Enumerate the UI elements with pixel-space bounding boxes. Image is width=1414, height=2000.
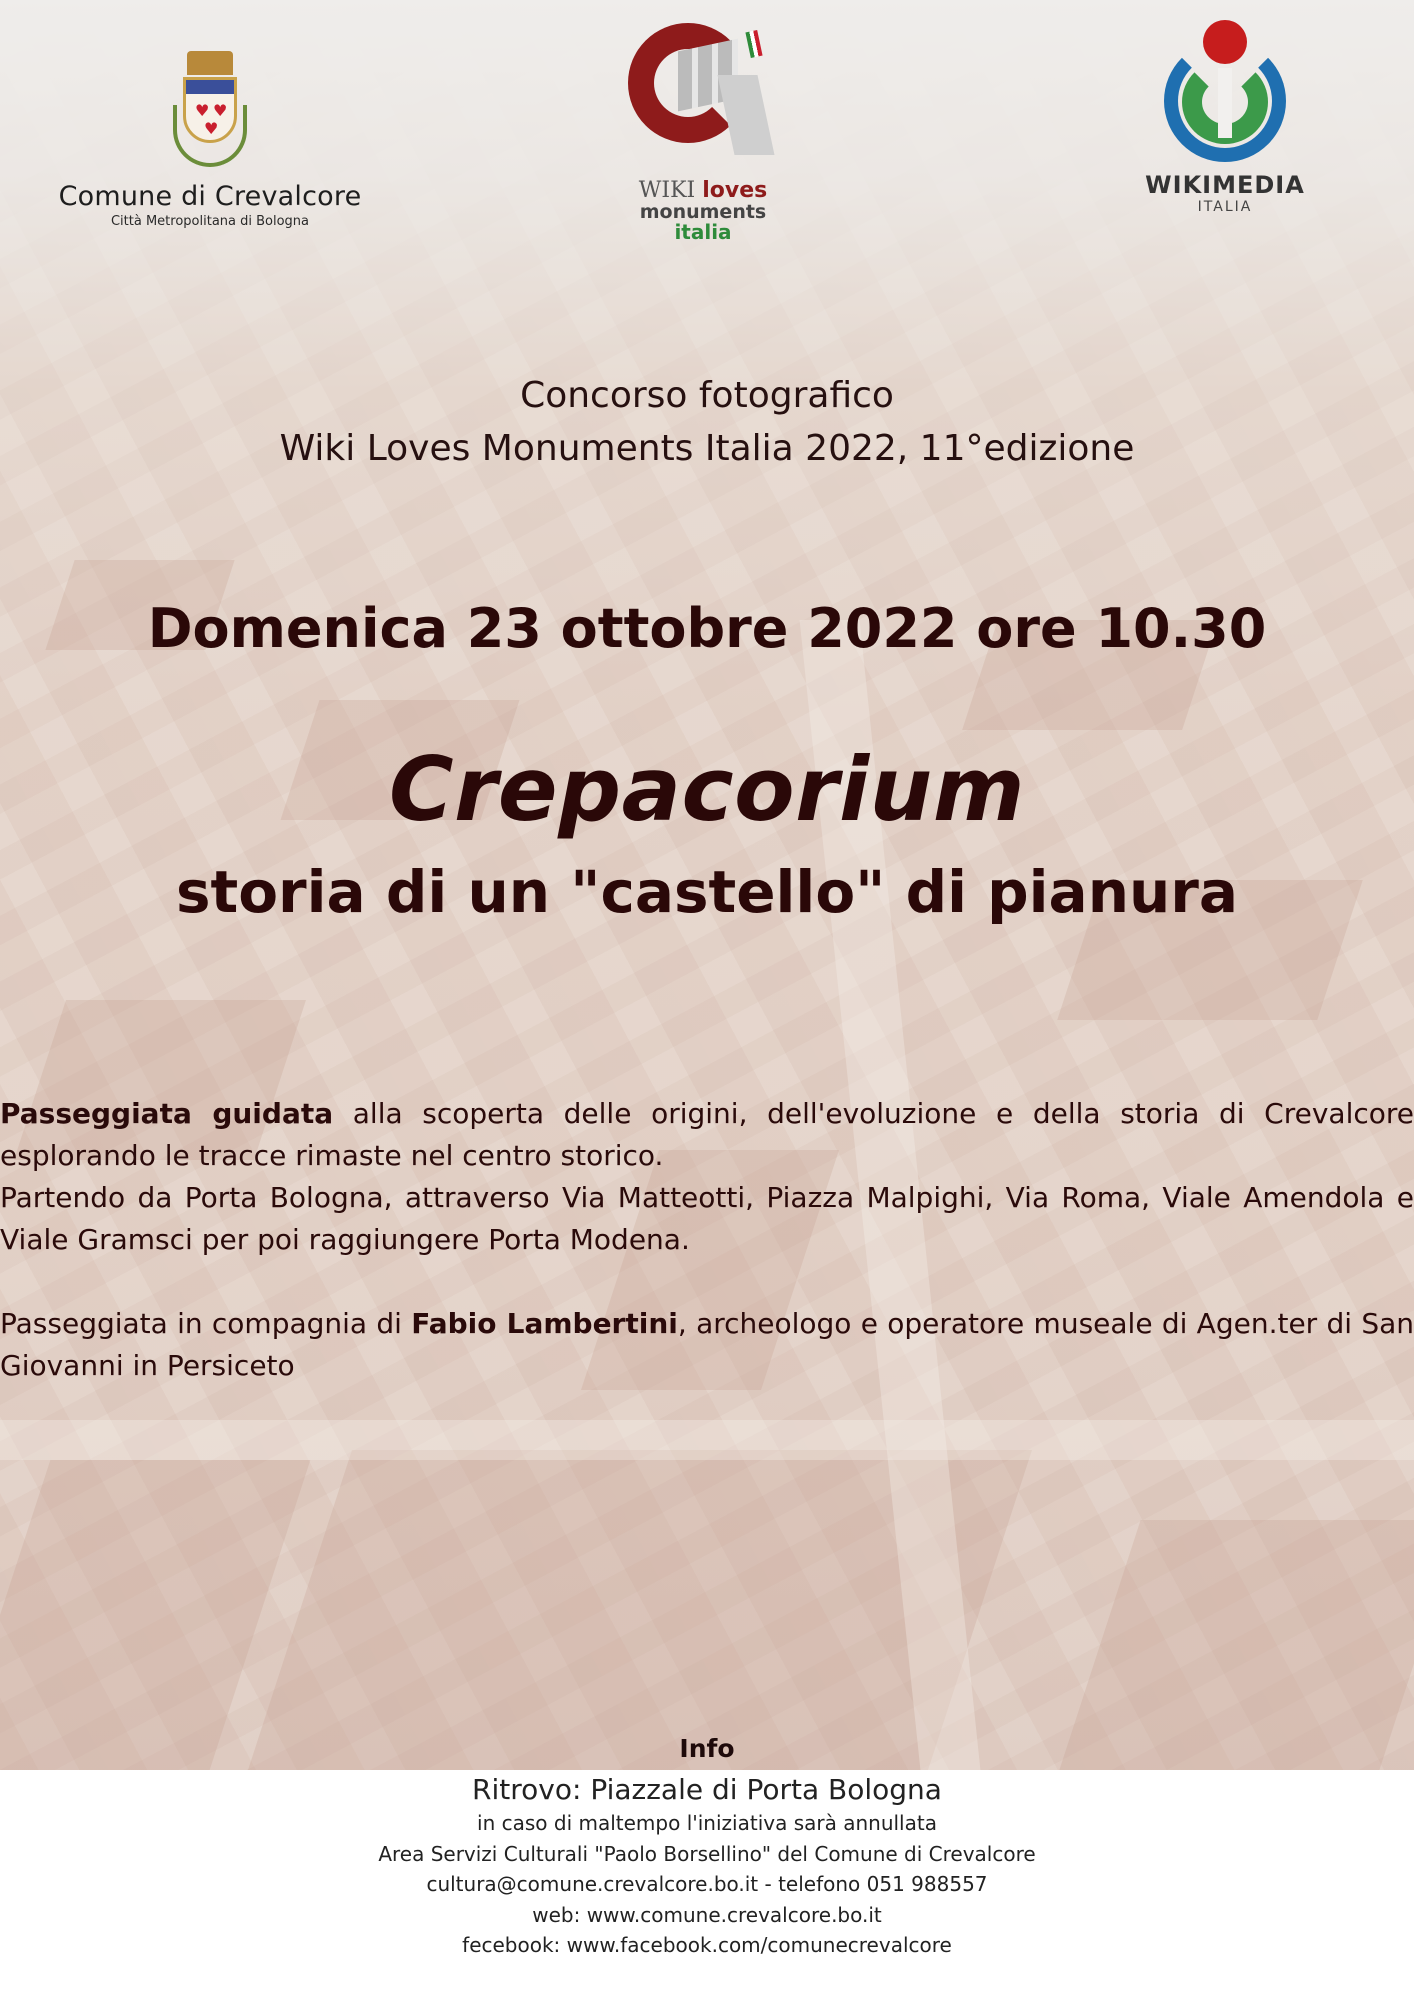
wlm-line2: monuments [639, 201, 767, 223]
comune-subtitle: Città Metropolitana di Bologna [110, 214, 310, 229]
event-subtitle: storia di un "castello" di pianura [175, 858, 1239, 926]
event-title: Crepacorium [388, 738, 1026, 841]
description-paragraph-1: Passeggiata guidata alla scoperta delle origini, dell'evoluzione e della storia di Crevalcore esplorando le tracce rimaste nel centro storico. Partendo da Porta Bologna, attraverso Via Matteotti, Piazza Malpighi, Via Roma, Viale Amendola e Viale Gramsci per poi raggiungere Porta Modena. [0, 1093, 1414, 1261]
info-ritrovo: Ritrovo: Piazzale di Porta Bologna [472, 1773, 942, 1806]
concorso-line1: Concorso fotografico [520, 375, 894, 416]
wiki-loves-monuments-icon [618, 15, 788, 180]
concorso-line2: Wiki Loves Monuments Italia 2022, 11°edizione [279, 428, 1135, 469]
info-footer [0, 1770, 1414, 2000]
description-bold-lead: Passeggiata guidata [0, 1097, 334, 1130]
info-contact: cultura@comune.crevalcore.bo.it - telefono 051 988557 [426, 1872, 988, 1896]
wlm-logo [618, 15, 788, 242]
wikimedia-logo [1125, 20, 1325, 215]
info-label: Info [679, 1734, 735, 1763]
info-web: web: www.comune.crevalcore.bo.it [532, 1902, 882, 1927]
description-paragraph-2: Passeggiata in compagnia di Fabio Lambertini, archeologo e operatore museale di Agen.ter di San Giovanni in Persiceto [0, 1307, 1414, 1382]
event-date: Domenica 23 ottobre 2022 ore 10.30 [147, 597, 1267, 660]
info-maltempo: in caso di maltempo l'iniziativa sarà annullata [477, 1811, 937, 1835]
guide-name: Fabio Lambertini [411, 1307, 678, 1340]
wikimedia-name: WIKIMEDIA [1145, 171, 1305, 199]
comune-name: Comune di Crevalcore [58, 181, 362, 212]
wlm-line3: italia [674, 220, 732, 244]
description-route: Partendo da Porta Bologna, attraverso Via Matteotti, Piazza Malpighi, Via Roma, Viale Amendola e Viale Gramsci per poi raggiungere Porta Modena. [0, 1181, 1414, 1256]
info-facebook: fecebook: www.facebook.com/comunecrevalcore [462, 1933, 952, 1957]
crevalcore-crest-icon: ♥ ♥ ♥ [165, 45, 255, 175]
comune-logo [50, 45, 370, 229]
wikimedia-subtitle: ITALIA [1197, 199, 1253, 215]
info-area: Area Servizi Culturali "Paolo Borsellino" del Comune di Crevalcore [378, 1841, 1036, 1866]
wikimedia-icon [1160, 20, 1290, 145]
wlm-line1: WIKI loves [638, 178, 768, 203]
